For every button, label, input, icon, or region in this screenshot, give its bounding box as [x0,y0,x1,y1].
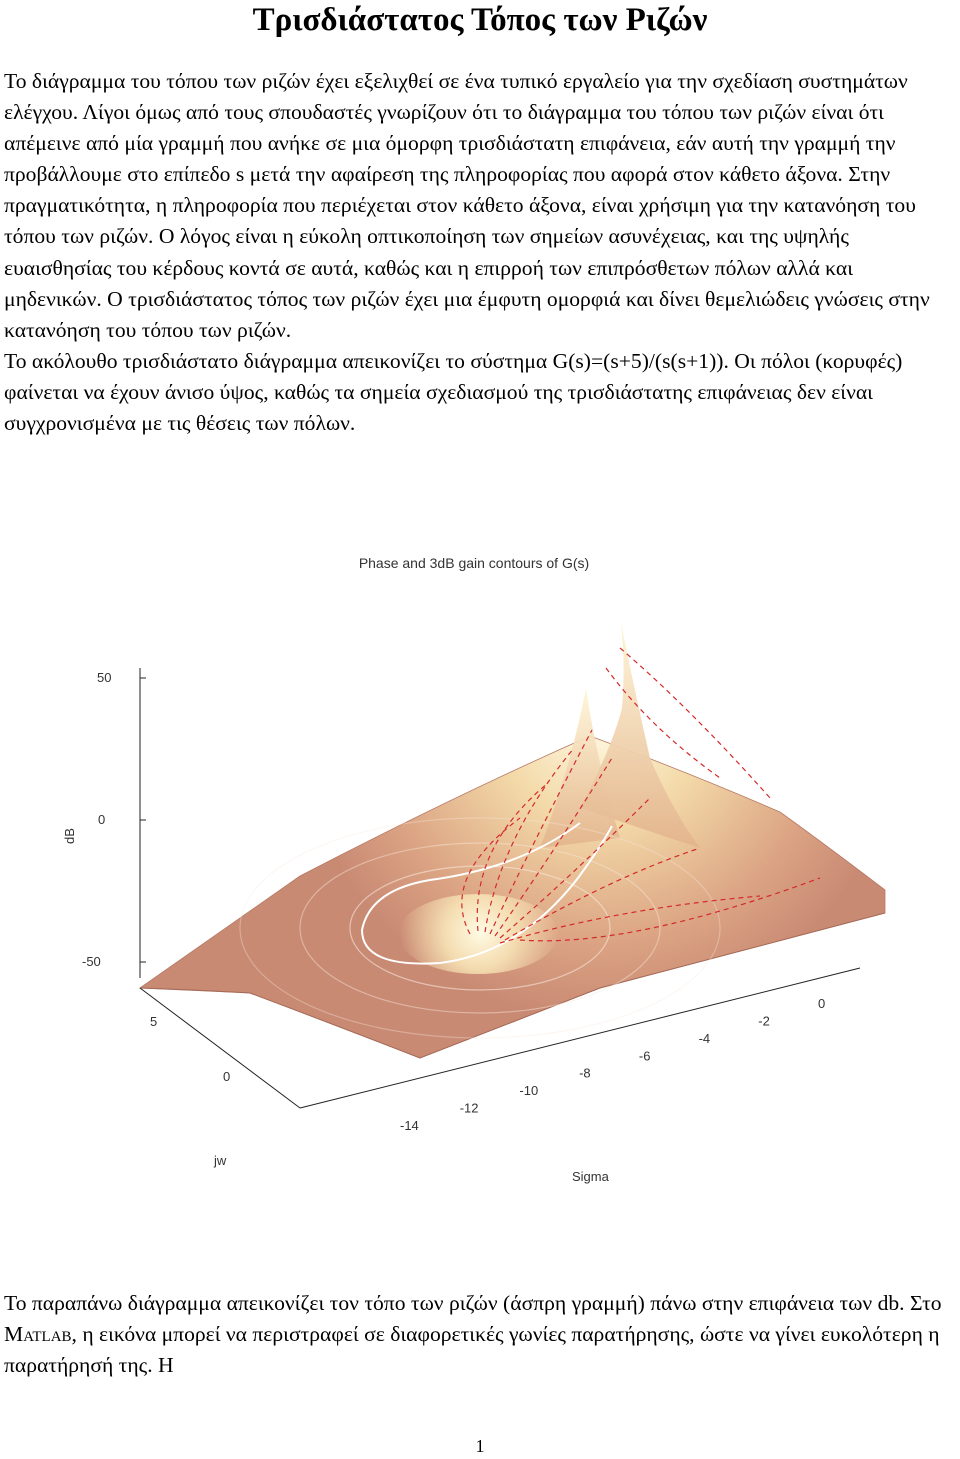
z-tick-label-50: 50 [97,670,112,685]
closing-text-part2: , η εικόνα μπορεί να περιστραφεί σε διαφορετικές γωνίες παρατήρησης, ώστε να γίνει ευκολότερη η παρατήρησή της. Η [4,1322,940,1378]
pole-basin [398,894,558,974]
x-tick-label: -6 [638,1048,651,1064]
matlab-word: Matlab [4,1322,72,1347]
z-tick-label-0: 0 [98,812,106,827]
x-tick-label: -2 [758,1013,770,1029]
chart-title: Phase and 3dB gain contours of G(s) [358,555,590,571]
x-axis-label: Sigma [572,1169,609,1184]
z-tick-label-minus50: -50 [82,954,101,969]
x-tick-label: -4 [698,1030,711,1046]
y-axis-label: jw [214,1153,227,1168]
closing-text [4,1288,956,1381]
paragraph-closing [4,1288,956,1381]
page-number: 1 [475,1436,485,1456]
z-axis-label: dB [62,828,77,844]
paragraph-intro: Το διάγραμμα του τόπου των ριζών έχει εξελιχθεί σε ένα τυπικό εργαλείο για την σχεδίαση συστημάτων ελέγχου. Λίγοι όμως από τους σπουδαστές γνωρίζουν ότι το διάγραμμα του τόπου των ριζών είναι ότι απέμεινε από μία γραμμή που ανήκε σε μια όμορφη τρισδιάστατη επιφάνεια, εάν αυτή την γραμμή την προβάλλουμε στο επίπεδο s μετά την αφαίρεση της πληροφορίας που αφορά στον κάθετο άξονα. Στην πραγματικότητα, η πληροφορία που περιέχεται στον κάθετο άξονα, είναι χρήσιμη για την κατανόηση του τόπου των ριζών. Ο λόγος είναι η εύκολη οπτικοποίηση των σημείων ασυνέχειας, και της υψηλής ευαισθησίας του κέρδους κοντά σε αυτά, καθώς και η επιρροή των επιπρόσθετων πόλων αλλά και μηδενικών. Ο τρισδιάστατος τόπος των ριζών έχει μια έμφυτη ομορφιά και δίνει θεμελιώδεις γνώσεις στην κατανόηση του τόπου των ριζών. [4,69,930,342]
y-tick-label-0: 0 [223,1069,231,1084]
surface-plot [0,548,960,1208]
surface-figure [0,548,960,1208]
x-tick-label: -8 [579,1065,591,1081]
intro-text [4,66,956,439]
surface-mesh [140,736,885,1058]
x-tick-label: -10 [519,1083,539,1099]
x-tick-label: -12 [459,1100,479,1116]
y-tick-label-5: 5 [150,1014,158,1029]
y-axis [140,988,300,1108]
closing-text-part1: Το παραπάνω διάγραμμα απεικονίζει τον τόπο των ριζών (άσπρη γραμμή) πάνω στην επιφάνεια των db. Στο [4,1291,942,1315]
x-tick-label: 0 [818,996,826,1011]
x-tick-label: -14 [400,1118,419,1133]
paragraph-system: Το ακόλουθο τρισδιάστατο διάγραμμα απεικονίζει το σύστημα G(s)=(s+5)/(s(s+1)). Οι πόλοι (κορυφές) φαίνεται να έχουν άνισο ύψος, καθώς τα σημεία σχεδιασμού της τρισδιάστατης επιφάνειας δεν είναι συγχρονισμένα με τις θέσεις των πόλων. [4,348,903,436]
document-title: Τρισδιάστατος Τόπος των Ριζών [252,2,708,38]
